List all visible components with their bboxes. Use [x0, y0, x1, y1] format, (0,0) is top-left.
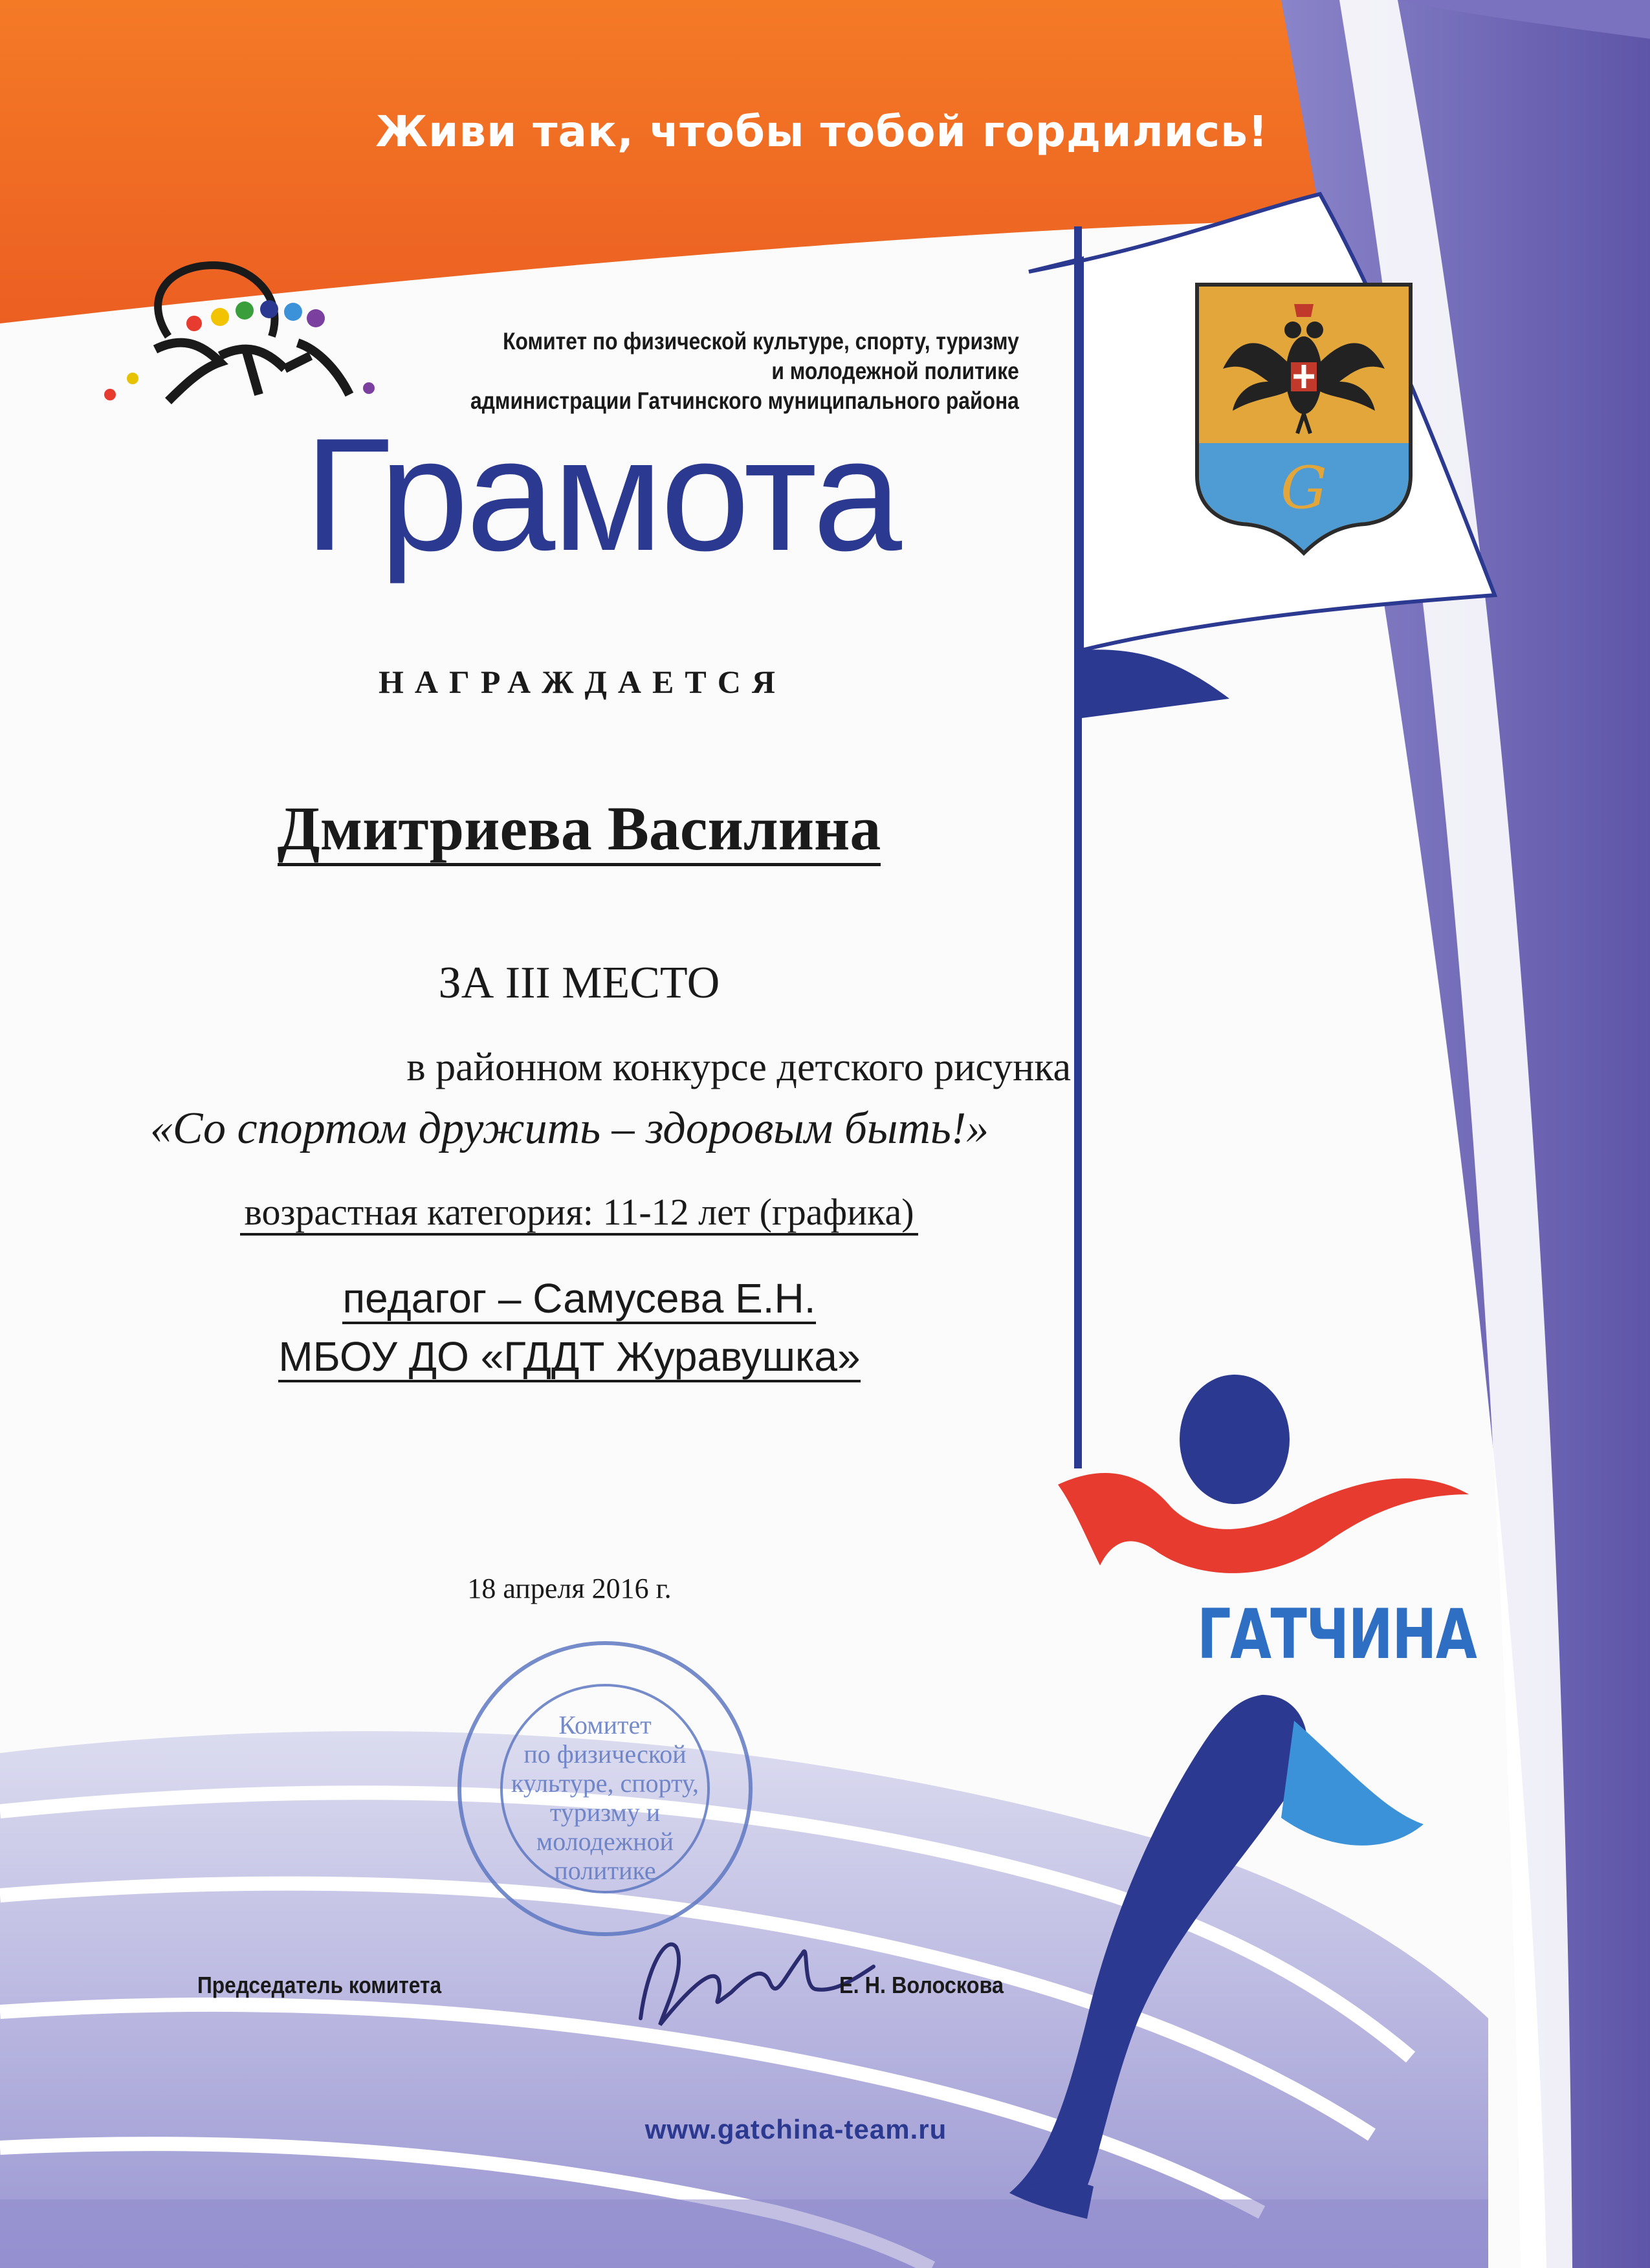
svg-text:политике: политике — [554, 1856, 656, 1885]
contest-line: в районном конкурсе детского рисунка — [406, 1045, 1071, 1089]
svg-text:по физической: по физической — [523, 1739, 687, 1769]
svg-text:молодежной: молодежной — [536, 1827, 674, 1856]
awarded-label: НАГРАЖДАЕТСЯ — [379, 664, 786, 700]
committee-line-1: Комитет по физической культуре, спорту, туризму — [503, 328, 1019, 354]
contest-name: «Со спортом дружить – здоровым быть!» — [149, 1104, 989, 1153]
recipient-name-text: Дмитриева Василина — [278, 794, 881, 866]
teacher-text: педагог – Самусева Е.Н. — [342, 1275, 815, 1324]
slogan: Живи так, чтобы тобой гордились! — [375, 107, 1268, 157]
coat-of-arms — [1197, 285, 1411, 553]
website-link[interactable]: www.gatchina-team.ru — [644, 2114, 947, 2144]
age-category — [0, 1190, 1158, 1234]
recipient-name — [0, 792, 1158, 864]
age-category-text: возрастная категория: 11-12 лет (графика) — [240, 1191, 918, 1236]
committee-line-3: администрации Гатчинского муниципального района — [470, 387, 1019, 414]
signature-name: Е. Н. Волоскова — [839, 1972, 1004, 1998]
school — [0, 1333, 1139, 1380]
svg-text:культуре, спорту,: культуре, спорту, — [511, 1769, 699, 1798]
teacher — [0, 1274, 1158, 1322]
svg-text:туризму и: туризму и — [549, 1798, 661, 1827]
signature-role: Председатель комитета — [197, 1972, 442, 1998]
committee-line-2: и молодежной политике — [771, 358, 1019, 384]
award-date: 18 апреля 2016 г. — [467, 1573, 672, 1604]
committee-name — [470, 327, 1019, 416]
gatchina-emblem-text: ГАТЧИНА — [1197, 1595, 1477, 1674]
svg-text:Комитет: Комитет — [558, 1710, 652, 1739]
place-text: ЗА III МЕСТО — [438, 958, 720, 1008]
certificate-title: Грамота — [304, 404, 899, 584]
svg-text:G: G — [1281, 454, 1327, 522]
school-text: МБОУ ДО «ГДДТ Журавушка» — [278, 1333, 860, 1382]
